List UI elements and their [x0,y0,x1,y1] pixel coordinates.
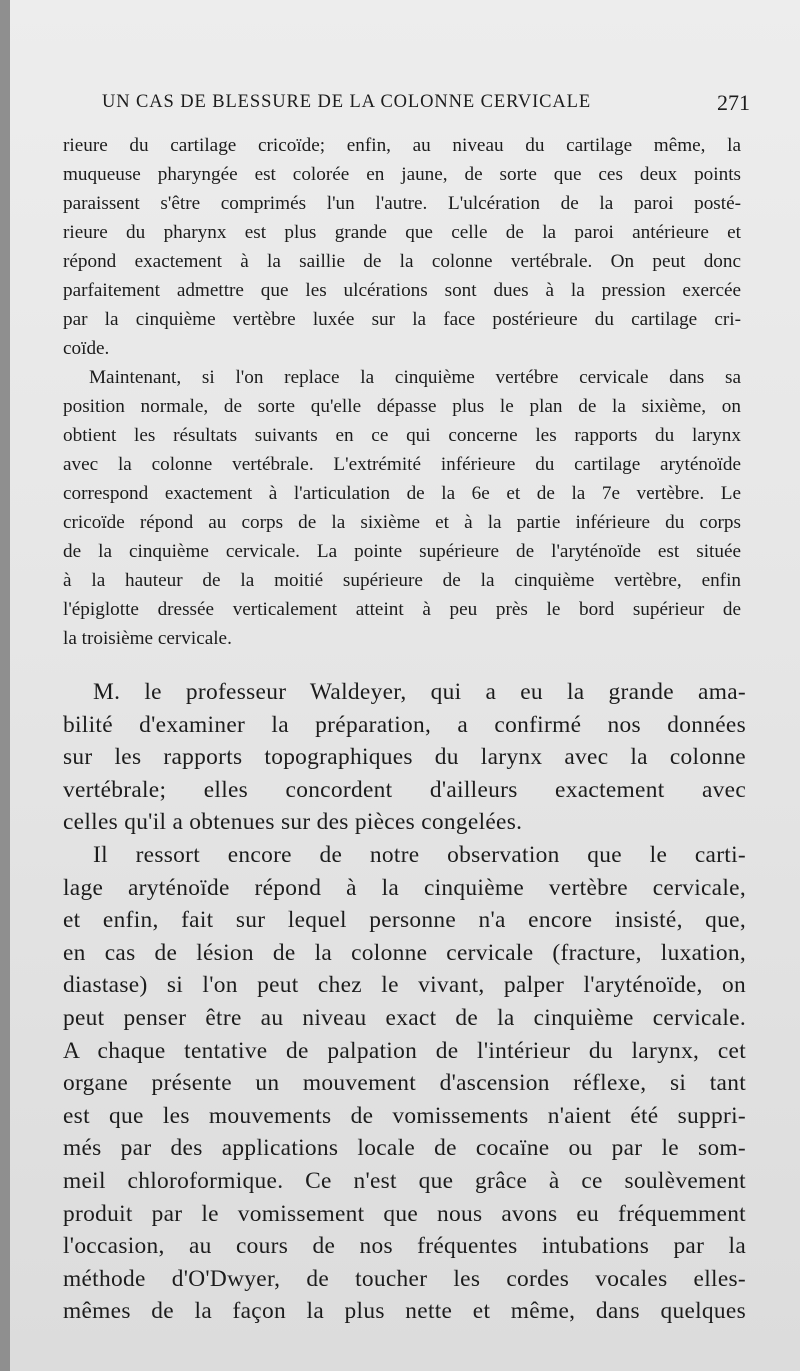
text-line: A chaque tentative de palpation de l'intérieur du larynx, cet [63,1037,746,1064]
paragraph-vertebre-position [63,363,741,653]
text-line: par la cinquième vertèbre luxée sur la face postérieure du cartilage cri- [63,309,741,330]
text-line: à la hauteur de la moitié supérieure de la cinquième vertèbre, enfin [63,570,741,591]
page-number: 271 [717,90,750,115]
text-line: sur les rapports topographiques du larynx avec la colonne [63,744,746,771]
text-line: cricoïde répond au corps de la sixième et à la partie inférieure du corps [63,512,741,533]
text-line: correspond exactement à l'articulation de la 6e et de la 7e vertèbre. Le [63,483,741,504]
text-line: coïde. [63,338,110,359]
running-title: UN CAS DE BLESSURE DE LA COLONNE CERVICALE [102,92,592,112]
text-line: méthode d'O'Dwyer, de toucher les cordes vocales elles- [63,1265,746,1292]
text-line: l'épiglotte dressée verticalement atteint à peu près le bord supérieur de [63,599,741,620]
text-line: organe présente un mouvement d'ascension réflexe, si tant [63,1070,746,1097]
text-line: paraissent s'être comprimés l'un l'autre. L'ulcération de la paroi posté- [63,193,741,214]
text-line: avec la colonne vertébrale. L'extrémité inférieure du cartilage aryténoïde [63,454,741,475]
text-line: en cas de lésion de la colonne cervicale (fracture, luxation, [63,939,746,966]
text-line: celles qu'il a obtenues sur des pièces congelées. [63,809,523,836]
paragraph-ulceration [63,131,741,363]
text-line: mêmes de la façon la plus nette et même, dans quelques [63,1298,746,1325]
text-line: de la cinquième cervicale. La pointe supérieure de l'aryténoïde est située [63,541,741,562]
text-line: bilité d'examiner la préparation, a confirmé nos données [63,711,746,738]
text-line: répond exactement à la saillie de la colonne vertébrale. On peut donc [63,251,741,272]
text-line: vertébrale; elles concordent d'ailleurs exactement avec [63,776,746,803]
text-line: est que les mouvements de vomissements n'aient été suppri- [63,1102,746,1129]
text-line: Maintenant, si l'on replace la cinquième vertébre cervicale dans sa [89,367,741,388]
text-line: lage aryténoïde répond à la cinquième vertèbre cervicale, [63,874,746,901]
text-line: peut penser être au niveau exact de la cinquième cervicale. [63,1004,746,1031]
text-line: rieure du pharynx est plus grande que celle de la paroi antérieure et [63,222,741,243]
text-line: muqueuse pharyngée est colorée en jaune, de sorte que ces deux points [63,164,741,185]
text-line: et enfin, fait sur lequel personne n'a encore insisté, que, [63,907,746,934]
book-page [10,0,800,1371]
paragraph-observation [63,839,746,1328]
text-line: produit par le vomissement que nous avons eu fréquemment [63,1200,746,1227]
paragraph-waldeyer [63,676,746,839]
small-print-section [63,131,741,653]
text-line: la troisième cervicale. [63,628,232,649]
text-line: Il ressort encore de notre observation que le carti- [93,841,746,868]
text-line: diastase) si l'on peut chez le vivant, palper l'aryténoïde, on [63,972,746,999]
text-line: M. le professeur Waldeyer, qui a eu la grande ama- [93,679,746,705]
text-line: l'occasion, au cours de nos fréquentes intubations par la [63,1233,746,1260]
text-line: obtient les résultats suivants en ce qui concerne les rapports du larynx [63,425,741,446]
text-line: més par des applications locale de cocaïne ou par le som- [63,1135,746,1162]
text-line: rieure du cartilage cricoïde; enfin, au niveau du cartilage même, la [63,135,741,156]
large-print-section [63,676,746,1328]
text-line: parfaitement admettre que les ulcérations sont dues à la pression exercée [63,280,741,301]
text-line: position normale, de sorte qu'elle dépasse plus le plan de la sixième, on [63,396,741,417]
text-line: meil chloroformique. Ce n'est que grâce à ce soulèvement [63,1167,746,1194]
